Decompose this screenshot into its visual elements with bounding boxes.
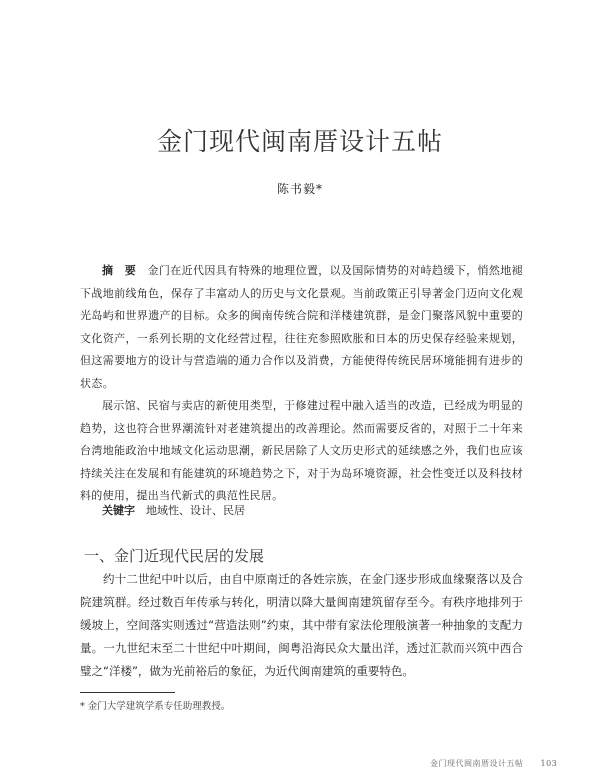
- body-text: [80, 568, 523, 683]
- abstract-block: [80, 260, 523, 508]
- abstract-paragraph: 展示馆、民宿与卖店的新使用类型，于修建过程中融入适当的改造，已经成为明显的趋势，这也符合世界潮流针对老建筑提出的改善理论。然而需要反省的，对照于二十年来台湾地能政治中地域文化运动思潮，新民居除了人文历史形式的延续感之外，我们也应该持续关注在发展和有能建筑的环境趋势之下，对于为岛环境资源，社会性变迁以及科技材料的使用，提出当代新式的典范性民居。: [80, 399, 523, 502]
- keywords-line: [80, 502, 523, 520]
- abstract-text: 金门在近代因具有特殊的地理位置，以及国际情势的对峙趋缓下，悄然地褪下战地前线角色，保存了丰富动人的历史与文化景观。当前政策正引导著金门迈向文化观光岛屿和世界遗产的目标。众多的闽南传统合院和洋楼建筑群，是金门聚落风貌中重要的文化资产，一系列长期的文化经营过程，往往充参照欧胀和日本的历史保存经验来规划，但这需要地方的设计与营造端的通力合作以及消费，方能使得传统民居环境能拥有进步的状态。: [80, 264, 523, 390]
- author-name: 陈书毅*: [276, 182, 323, 196]
- keywords-text: 地域性、设计、民居: [146, 504, 245, 517]
- footnote-divider: [80, 692, 175, 693]
- abstract-label: 摘 要: [102, 264, 137, 277]
- article-title: 金门现代闽南厝设计五帖: [156, 127, 443, 156]
- abstract-paragraph: [80, 260, 523, 395]
- keywords-label: 关键字: [102, 504, 135, 517]
- running-footer: 金门现代闽南厝设计五帖 103: [430, 759, 558, 768]
- section-heading: 一、金门近现代民居的发展: [84, 547, 265, 565]
- body-paragraph: 约十二世纪中叶以后，由自中原南迁的各姓宗族，在金门逐步形成血缘聚落以及合院建筑群。经过数百年传承与转化，明清以降大量闽南建筑留存至今。有秩序地排列于缓坡上，空间落实则透过“营造法则”约束，其中带有家法伦理般演著一种抽象的支配力量。一九世纪末至二十世纪中叶期间，闽粤沿海民众大量出洋，透过汇款而兴筑中西合璧之“洋楼”，做为光前裕后的象征，为近代闽南建筑的重要特色。: [80, 572, 523, 678]
- footnote: * 金门大学建筑学系专任助理教授。: [80, 701, 231, 712]
